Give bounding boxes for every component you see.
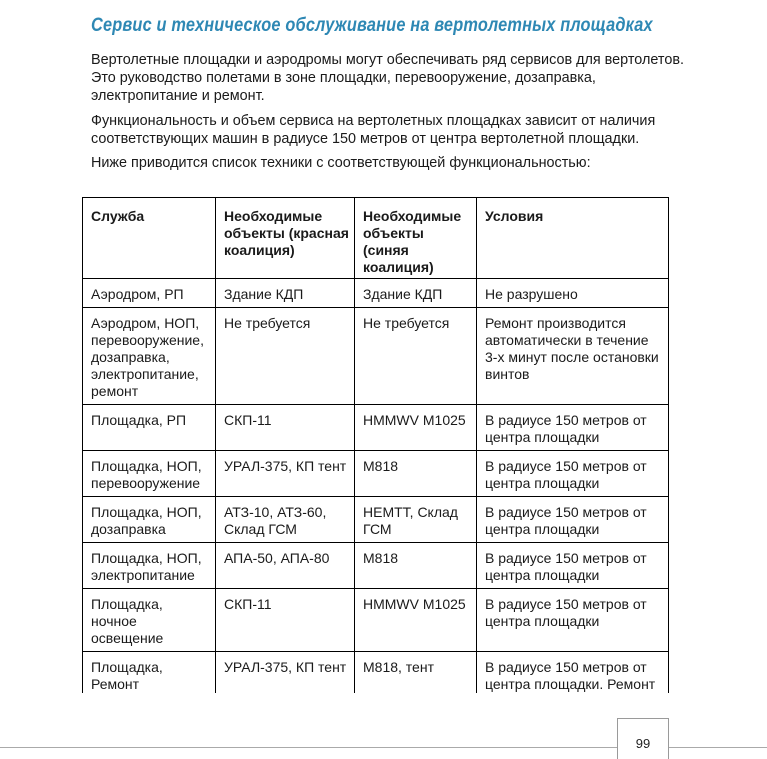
- section-heading: Сервис и техническое обслуживание на вертолетных площадках: [91, 15, 653, 36]
- table-row: [83, 308, 669, 405]
- header-service: Служба: [83, 198, 216, 279]
- cell-service: Аэродром, НОП, перевооружение, дозаправка, электропитание, ремонт: [83, 308, 216, 405]
- cell-service: Площадка, РП: [83, 405, 216, 451]
- table-row: [83, 589, 669, 652]
- cell-blue-objects: M818: [355, 543, 477, 589]
- cell-red-objects: УРАЛ-375, КП тент: [216, 652, 355, 694]
- cell-conditions: Не разрушено: [477, 279, 669, 308]
- cell-blue-objects: HEMTT, Склад ГСМ: [355, 497, 477, 543]
- cell-red-objects: АПА-50, АПА-80: [216, 543, 355, 589]
- cell-service: Площадка, НОП, электропитание: [83, 543, 216, 589]
- cell-service: Площадка, Ремонт: [83, 652, 216, 694]
- cell-service: Площадка, НОП, дозаправка: [83, 497, 216, 543]
- table-row: [83, 451, 669, 497]
- cell-conditions: В радиусе 150 метров от центра площадки: [477, 451, 669, 497]
- cell-conditions: В радиусе 150 метров от центра площадки: [477, 405, 669, 451]
- cell-blue-objects: M818: [355, 451, 477, 497]
- cell-red-objects: СКП-11: [216, 405, 355, 451]
- cell-conditions: В радиусе 150 метров от центра площадки: [477, 497, 669, 543]
- cell-red-objects: АТЗ-10, АТЗ-60, Склад ГСМ: [216, 497, 355, 543]
- table-row: [83, 279, 669, 308]
- cell-red-objects: УРАЛ-375, КП тент: [216, 451, 355, 497]
- table-row: [83, 497, 669, 543]
- services-table: [82, 197, 669, 693]
- cell-service: Площадка, ночное освещение: [83, 589, 216, 652]
- table-row: [83, 652, 669, 694]
- table-header-row: [83, 198, 669, 279]
- cell-conditions: В радиусе 150 метров от центра площадки. Ремонт: [477, 652, 669, 694]
- cell-service: Площадка, НОП, перевооружение: [83, 451, 216, 497]
- list-intro-paragraph: Ниже приводится список техники с соответствующей функциональностью:: [91, 155, 591, 171]
- cell-blue-objects: Не требуется: [355, 308, 477, 405]
- cell-conditions: В радиусе 150 метров от центра площадки: [477, 589, 669, 652]
- cell-red-objects: Не требуется: [216, 308, 355, 405]
- header-conditions: Условия: [477, 198, 669, 279]
- table-row: [83, 543, 669, 589]
- cell-blue-objects: M818, тент: [355, 652, 477, 694]
- cell-service: Аэродром, РП: [83, 279, 216, 308]
- page-number: 99: [635, 736, 651, 751]
- cell-red-objects: Здание КДП: [216, 279, 355, 308]
- cell-conditions: В радиусе 150 метров от центра площадки: [477, 543, 669, 589]
- cell-red-objects: СКП-11: [216, 589, 355, 652]
- intro-paragraph: Вертолетные площадки и аэродромы могут обеспечивать ряд сервисов для вертолетов. Это руководство полетами в зоне площадки, перевооружение, дозаправка, электропитание и ремонт.: [91, 52, 684, 104]
- cell-blue-objects: HMMWV M1025: [355, 405, 477, 451]
- functionality-paragraph: Функциональность и объем сервиса на вертолетных площадках зависит от наличия соответствующих машин в радиусе 150 метров от центра вертолетной площадки.: [91, 113, 656, 147]
- cell-conditions: Ремонт производится автоматически в течение 3-х минут после остановки винтов: [477, 308, 669, 405]
- cell-blue-objects: Здание КДП: [355, 279, 477, 308]
- page-number-box: [617, 718, 669, 759]
- header-blue-objects: Необходимые объекты (синяя коалиция): [355, 198, 477, 279]
- header-red-objects: Необходимые объекты (красная коалиция): [216, 198, 355, 279]
- cell-blue-objects: HMMWV M1025: [355, 589, 477, 652]
- table-row: [83, 405, 669, 451]
